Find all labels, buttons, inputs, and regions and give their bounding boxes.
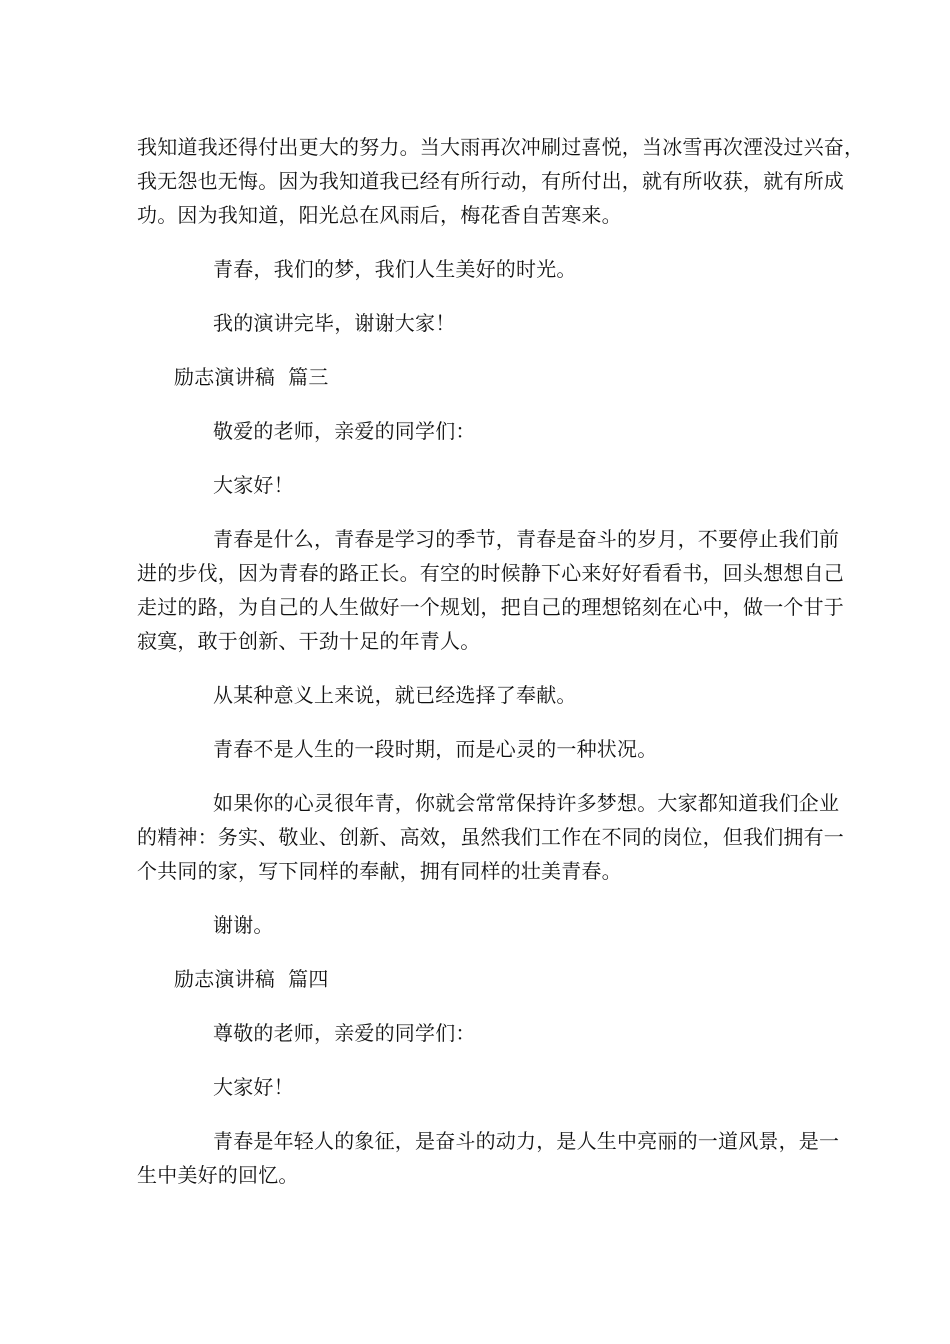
paragraph (137, 252, 812, 286)
paragraph (137, 522, 844, 658)
paragraph (137, 1124, 840, 1192)
paragraph-line: 的精神：务实、敬业、创新、高效，虽然我们工作在不同的岗位，但我们拥有一 (137, 825, 844, 849)
paragraph (137, 678, 812, 712)
paragraph-line: 大家好！ (213, 473, 294, 497)
closing (137, 908, 812, 942)
paragraph (137, 786, 844, 888)
paragraph-line: 青春不是人生的一段时期，而是心灵的一种状况。 (213, 737, 658, 761)
paragraph-line: 我的演讲完毕，谢谢大家！ (213, 311, 456, 335)
paragraph-line: 个共同的家，写下同样的奉献，拥有同样的壮美青春。 (137, 859, 622, 883)
salutation (137, 414, 812, 448)
paragraph-line: 走过的路，为自己的人生做好一个规划，把自己的理想铭刻在心中，做一个甘于 (137, 595, 844, 619)
paragraph-line: 尊敬的老师，亲爱的同学们： (213, 1021, 476, 1045)
section-heading (137, 962, 812, 996)
paragraph-line: 青春，我们的梦，我们人生美好的时光。 (213, 257, 577, 281)
paragraph-line: 功。因为我知道，阳光总在风雨后，梅花香自苦寒来。 (137, 203, 622, 227)
paragraph-line: 敬爱的老师，亲爱的同学们： (213, 419, 476, 443)
paragraph (137, 732, 812, 766)
paragraph-line: 大家好！ (213, 1075, 294, 1099)
section-heading-text: 励志演讲稿 篇四 (174, 967, 329, 991)
greeting (137, 1070, 812, 1104)
paragraph-line: 青春是年轻人的象征，是奋斗的动力，是人生中亮丽的一道风景，是一 (213, 1129, 840, 1153)
paragraph-line: 我知道我还得付出更大的努力。当大雨再次冲刷过喜悦，当冰雪再次湮没过兴奋， (137, 135, 865, 159)
paragraph (137, 130, 865, 232)
document-body (137, 130, 865, 1212)
section-heading (137, 360, 812, 394)
paragraph-line: 青春是什么，青春是学习的季节，青春是奋斗的岁月，不要停止我们前 (213, 527, 840, 551)
paragraph-line: 谢谢。 (213, 913, 274, 937)
salutation (137, 1016, 812, 1050)
paragraph-line: 从某种意义上来说，就已经选择了奉献。 (213, 683, 577, 707)
paragraph-line: 寂寞，敢于创新、干劲十足的年青人。 (137, 629, 481, 653)
paragraph-line: 生中美好的回忆。 (137, 1163, 299, 1187)
greeting (137, 468, 812, 502)
paragraph (137, 306, 812, 340)
paragraph-line: 进的步伐，因为青春的路正长。有空的时候静下心来好好看看书，回头想想自己 (137, 561, 844, 585)
paragraph-line: 我无怨也无悔。因为我知道我已经有所行动，有所付出，就有所收获，就有所成 (137, 169, 844, 193)
section-heading-text: 励志演讲稿 篇三 (174, 365, 329, 389)
paragraph-line: 如果你的心灵很年青，你就会常常保持许多梦想。大家都知道我们企业 (213, 791, 840, 815)
